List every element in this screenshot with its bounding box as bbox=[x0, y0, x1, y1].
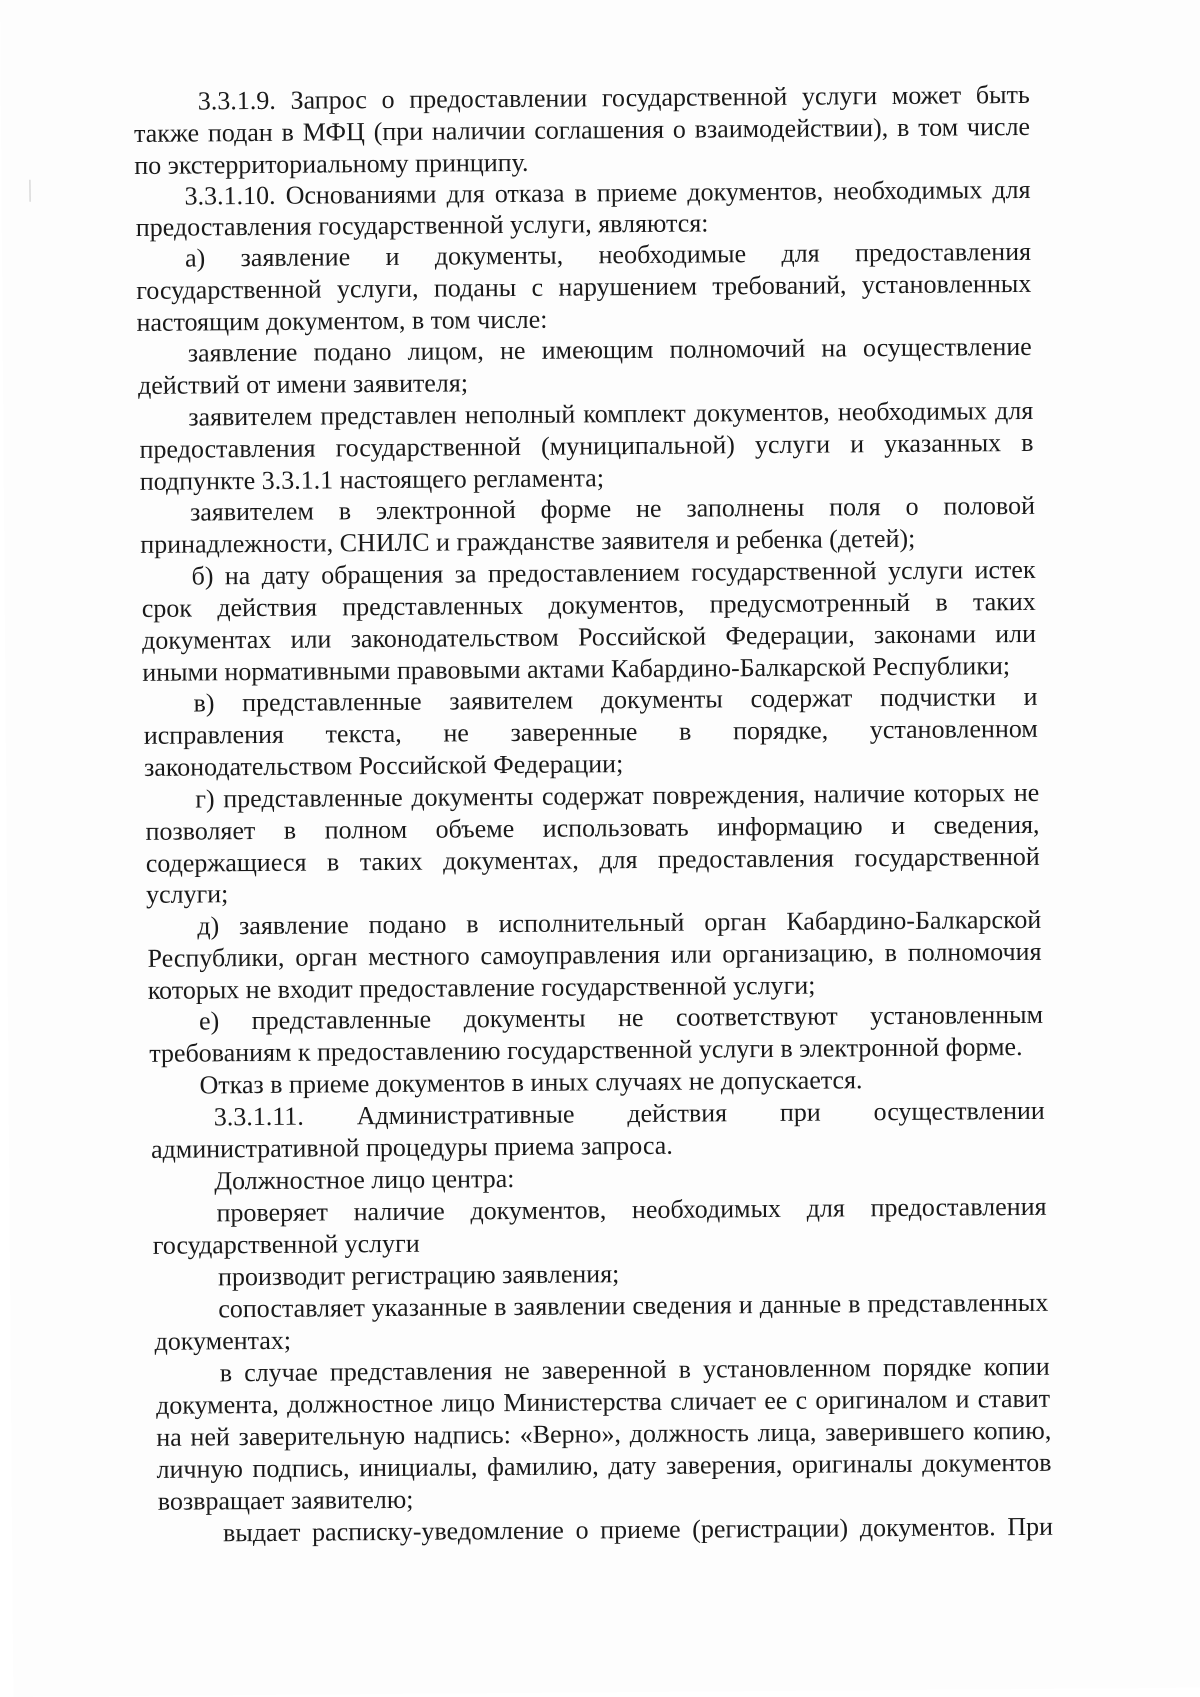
text-line: заявителем в электронной форме не заполнены поля о половой bbox=[189, 490, 1036, 527]
text-line: настоящим документом, в том числе: bbox=[136, 304, 548, 337]
text-line: сопоставляет указанные в заявлении сведения и данные в представленных bbox=[218, 1287, 1049, 1324]
text-line: законодательством Российской Федерации; bbox=[143, 749, 624, 782]
text-line: заявителем представлен неполный комплект документов, необходимых для bbox=[188, 395, 1034, 432]
text-line: требованиям к предоставлению государственной услуги в электронной форме. bbox=[149, 1032, 1023, 1068]
text-line: срок действия представленных документов, предусмотренный в таких bbox=[141, 586, 1036, 623]
text-line: заявление подано лицом, не имеющим полномочий на осуществление bbox=[187, 331, 1032, 368]
text-line: проверяет наличие документов, необходимых для предоставления bbox=[216, 1191, 1047, 1228]
text-line: предоставления государственной (муниципальной) услуги и указанных в bbox=[139, 427, 1034, 464]
text-line: на ней заверительную надпись: «Верно», должность лица, заверившего копию, bbox=[156, 1415, 1052, 1452]
text-line: услуги; bbox=[145, 879, 229, 909]
text-line: Республики, орган местного самоуправления или организацию, в полномочия bbox=[147, 936, 1042, 973]
text-line: 3.3.1.9. Запрос о предоставлении государственной услуги может быть bbox=[197, 79, 1030, 116]
text-line: действий от имени заявителя; bbox=[137, 368, 469, 400]
text-line: документа, должностное лицо Министерства сличает ее с оригиналом и ставит bbox=[155, 1383, 1051, 1420]
text-line: иными нормативными правовыми актами Кабардино-Балкарской Республики; bbox=[142, 651, 1011, 687]
text-line: 3.3.1.10. Основаниями для отказа в приеме документов, необходимых для bbox=[184, 174, 1031, 211]
text-line: содержащиеся в таких документах, для предоставления государственной bbox=[145, 841, 1040, 878]
text-line: Должностное лицо центра: bbox=[214, 1163, 515, 1196]
text-line: е) представленные документы не соответствуют установленным bbox=[198, 999, 1044, 1036]
text-line: государственной услуги bbox=[152, 1228, 420, 1260]
text-line: д) заявление подано в исполнительный орган Кабардино-Балкарской bbox=[197, 904, 1042, 941]
text-line: которых не входит предоставление государственной услуги; bbox=[147, 970, 816, 1005]
text-line: возвращает заявителю; bbox=[157, 1484, 414, 1516]
text-line: позволяет в полном объеме использовать информацию и сведения, bbox=[145, 809, 1040, 846]
text-line: исправления текста, не заверенные в порядке, установленном bbox=[143, 713, 1038, 750]
text-line: производит регистрацию заявления; bbox=[217, 1259, 620, 1292]
text-line: б) на дату обращения за предоставлением государственной услуги истек bbox=[191, 554, 1036, 591]
text-line: Отказ в приеме документов в иных случаях не допускается. bbox=[199, 1065, 863, 1100]
text-line: принадлежности, СНИЛС и гражданстве заявителя и ребенка (детей); bbox=[140, 523, 916, 559]
text-line: личную подпись, инициалы, фамилию, дату заверения, оригиналы документов bbox=[156, 1447, 1052, 1484]
text-line: документах; bbox=[154, 1325, 292, 1356]
text-line: 3.3.1.11. Административные действия при осуществлении bbox=[213, 1095, 1045, 1132]
text-line: документах или законодательством Российской Федерации, законами или bbox=[141, 618, 1037, 655]
text-line: в) представленные заявителем документы содержат подчистки и bbox=[193, 681, 1038, 718]
text-line: предоставления государственной услуги, являются: bbox=[135, 208, 709, 242]
text-line: а) заявление и документы, необходимые для предоставления bbox=[184, 236, 1032, 273]
scan-margin-mark bbox=[29, 180, 30, 202]
text-line: г) представленные документы содержат повреждения, наличие которых не bbox=[195, 777, 1040, 814]
text-line: также подан в МФЦ (при наличии соглашения о взаимодействии), в том числе bbox=[133, 111, 1031, 148]
text-line: в случае представления не заверенной в установленном порядке копии bbox=[219, 1351, 1050, 1388]
text-line: государственной услуги, поданы с нарушением требований, установленных bbox=[136, 268, 1032, 305]
text-line: подпункте 3.3.1.1 настоящего регламента; bbox=[139, 463, 605, 496]
text-line: по экстерриториальному принципу. bbox=[134, 147, 529, 180]
text-line: административной процедуры приема запроса. bbox=[150, 1130, 673, 1164]
text-line: выдает расписку-уведомление о приеме (регистрации) документов. При bbox=[222, 1511, 1054, 1548]
